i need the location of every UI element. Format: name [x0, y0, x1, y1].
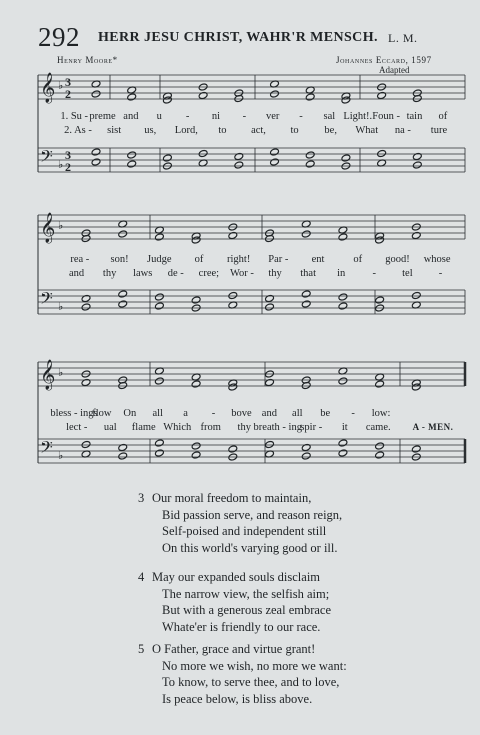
flat-sign: ♭ [58, 159, 64, 171]
note-head [338, 439, 348, 447]
note-head [265, 303, 275, 311]
note-head [162, 154, 172, 162]
lyric-syllable: Judge [147, 254, 172, 265]
stanza-line: Our moral freedom to maintain, [152, 491, 312, 505]
note-head [305, 93, 315, 101]
lyric-syllable: Wor - [229, 268, 254, 279]
hymn-number: 292 [38, 22, 80, 52]
lyric-syllable: Light!. [343, 111, 373, 122]
stanza-line: On this world's varying good or ill. [162, 540, 338, 555]
stanza-line: The narrow view, the selfish aim; [162, 586, 330, 601]
note-head [375, 380, 385, 388]
stanza-line: Whate'er is friendly to our race. [162, 619, 321, 634]
lyric-syllable: right! [226, 254, 251, 265]
lyric-syllable: and [123, 111, 139, 122]
time-signature: 3 [65, 148, 71, 162]
stanza-3 [138, 490, 343, 556]
amen-label: A - MEN. [412, 422, 454, 432]
lyric-syllable: it [341, 422, 348, 433]
stanza-line: Self-poised and independent still [162, 524, 327, 538]
lyrics [50, 111, 453, 433]
lyric-syllable: be [320, 408, 331, 419]
lyric-syllable: in [337, 268, 346, 279]
lyric-syllable: from [200, 422, 221, 433]
lyric-syllable: sal [323, 111, 336, 122]
lyric-syllable: ual [103, 422, 117, 433]
note-head [411, 291, 421, 299]
lyric-syllable: us, [144, 125, 157, 136]
flat-sign: ♭ [58, 450, 64, 462]
lyric-syllable: to [290, 125, 299, 136]
lyric-syllable: of [438, 111, 448, 122]
note-head [375, 451, 385, 459]
note-head [154, 377, 164, 385]
note-head [154, 302, 164, 310]
lyric-syllable: 1. Su - [60, 111, 89, 122]
note-head [127, 160, 137, 168]
note-head [301, 230, 311, 238]
lyric-syllable: - [438, 268, 443, 279]
note-head [341, 154, 351, 162]
stanza-line: But with a generous zeal embrace [162, 603, 332, 617]
hymn-meter: L. M. [388, 31, 418, 45]
note-head [270, 148, 280, 156]
treble-clef: 𝄞 [40, 213, 56, 243]
note-head [191, 442, 201, 450]
arrangement-note: Adapted [379, 65, 410, 75]
stanza-line: Bid passion serve, and reason reign, [162, 507, 343, 522]
lyric-syllable: Par - [268, 254, 289, 265]
note-head [228, 291, 238, 299]
note-head [81, 303, 91, 311]
lyric-syllable: bless - ings [50, 408, 98, 419]
stanza-line: To know, to serve thee, and to love, [162, 675, 340, 689]
lyric-syllable: Foun - [372, 111, 400, 122]
lyric-syllable: Which [163, 422, 192, 433]
lyric-syllable: that [300, 268, 316, 279]
lyric-syllable: ent [311, 254, 325, 265]
note-head [301, 290, 311, 298]
lyric-syllable: came. [365, 422, 391, 433]
lyric-syllable: - [372, 268, 377, 279]
note-head [375, 296, 385, 304]
lyric-syllable: breath - ing [253, 422, 302, 433]
note-head [191, 380, 201, 388]
time-signature: 2 [65, 160, 71, 174]
lyric-syllable: and [261, 408, 277, 419]
lyric-syllable: lect - [66, 422, 88, 433]
note-head [412, 161, 422, 169]
treble-clef: 𝄞 [40, 360, 56, 390]
note-head [270, 158, 280, 166]
note-head [154, 293, 164, 301]
note-head [127, 93, 137, 101]
lyric-syllable: Lord, [174, 125, 198, 136]
note-head [91, 90, 101, 98]
lyric-syllable: thy [237, 422, 251, 433]
note-head [91, 148, 101, 156]
bass-clef: 𝄢 [40, 288, 53, 312]
lyric-syllable: all [292, 408, 303, 419]
lyric-syllable: low: [371, 408, 391, 419]
bass-clef: 𝄢 [40, 437, 53, 461]
lyric-syllable: son! [110, 254, 129, 265]
note-head [301, 300, 311, 308]
lyric-syllable: - [185, 111, 190, 122]
note-head [338, 377, 348, 385]
lyric-syllable: sist [107, 125, 122, 136]
note-head [338, 233, 348, 241]
note-head [265, 440, 275, 448]
lyric-syllable: and [68, 268, 85, 279]
lyric-syllable: laws [133, 268, 153, 279]
note-head [338, 302, 348, 310]
lyric-syllable: bove [231, 408, 252, 419]
note-head [270, 90, 280, 98]
note-head [118, 300, 128, 308]
stanza-line: No more we wish, no more we want: [162, 658, 347, 673]
flat-sign: ♭ [58, 80, 64, 92]
lyric-syllable: all [152, 408, 163, 419]
lyric-syllable: flow [92, 408, 112, 419]
note-head [154, 439, 164, 447]
note-head [118, 452, 128, 460]
note-head [338, 293, 348, 301]
lyric-syllable: tel [402, 268, 413, 279]
lyric-syllable: rea - [70, 254, 90, 265]
note-head [198, 149, 208, 157]
lyric-syllable: to [218, 125, 227, 136]
stanza-number: 3 [138, 491, 145, 505]
stanza-line: May our expanded souls disclaim [152, 570, 321, 584]
flat-sign: ♭ [58, 367, 64, 379]
lyric-syllable: tain [406, 111, 423, 122]
note-head [154, 233, 164, 241]
note-head [411, 445, 421, 453]
stanza-number: 5 [138, 642, 145, 656]
lyric-syllable: On [123, 408, 137, 419]
lyric-syllable: - [242, 111, 247, 122]
lyric-syllable: u [156, 111, 162, 122]
stanza-line: O Father, grace and virtue grant! [152, 642, 316, 656]
lyric-syllable: thy [102, 268, 117, 279]
lyric-syllable: a [183, 408, 188, 419]
flat-sign: ♭ [58, 220, 64, 232]
note-head [228, 445, 238, 453]
lyric-syllable: 2. As - [64, 125, 92, 136]
bass-clef: 𝄢 [40, 146, 53, 170]
time-signature: 2 [65, 87, 71, 101]
lyric-syllable: of [353, 254, 363, 265]
lyric-syllable: flame [131, 422, 156, 433]
time-signature: 3 [65, 75, 71, 89]
lyric-syllable: thy [268, 268, 282, 279]
composer-credit: Johannes Eccard, 1597 [336, 55, 432, 65]
note-head [305, 151, 315, 159]
lyric-syllable: preme [89, 111, 116, 122]
lyric-syllable: de - [167, 268, 184, 279]
flat-sign: ♭ [58, 301, 64, 313]
lyric-syllable: act, [251, 125, 266, 136]
lyric-syllable: ver [265, 111, 280, 122]
lyric-syllable: good! [385, 254, 410, 265]
note-head [118, 230, 128, 238]
stanza-line: Is peace below, is bliss above. [162, 691, 313, 706]
note-head [375, 442, 385, 450]
note-head [118, 290, 128, 298]
note-head [91, 158, 101, 166]
lyric-syllable: be, [324, 125, 337, 136]
note-head [301, 452, 311, 460]
stanza-number: 4 [138, 570, 145, 584]
stanza-5 [138, 641, 347, 707]
lyric-syllable: - [299, 111, 303, 122]
lyric-syllable: spir - [300, 422, 323, 433]
author-credit: Henry Moore* [57, 55, 118, 65]
stanza-4 [138, 569, 332, 635]
note-head [377, 149, 387, 157]
lyric-syllable: whose [423, 254, 451, 265]
hymn-title: HERR JESU CHRIST, WAHR'R MENSCH. [98, 30, 378, 45]
lyric-syllable: ture [430, 125, 448, 136]
note-head [191, 451, 201, 459]
lyric-syllable: of [194, 254, 204, 265]
lyric-syllable: - [211, 408, 216, 419]
note-head [81, 440, 91, 448]
lyric-syllable: na - [394, 125, 411, 136]
lyric-syllable: ni [211, 111, 221, 122]
lyric-syllable: What [355, 125, 379, 136]
note-head [127, 151, 137, 159]
note-head [234, 161, 244, 169]
lyric-syllable: cree; [198, 268, 220, 279]
note-head [154, 449, 164, 457]
lyric-syllable: - [351, 408, 355, 419]
treble-clef: 𝄞 [40, 73, 56, 103]
note-head [191, 296, 201, 304]
note-head [338, 449, 348, 457]
note-head [305, 160, 315, 168]
